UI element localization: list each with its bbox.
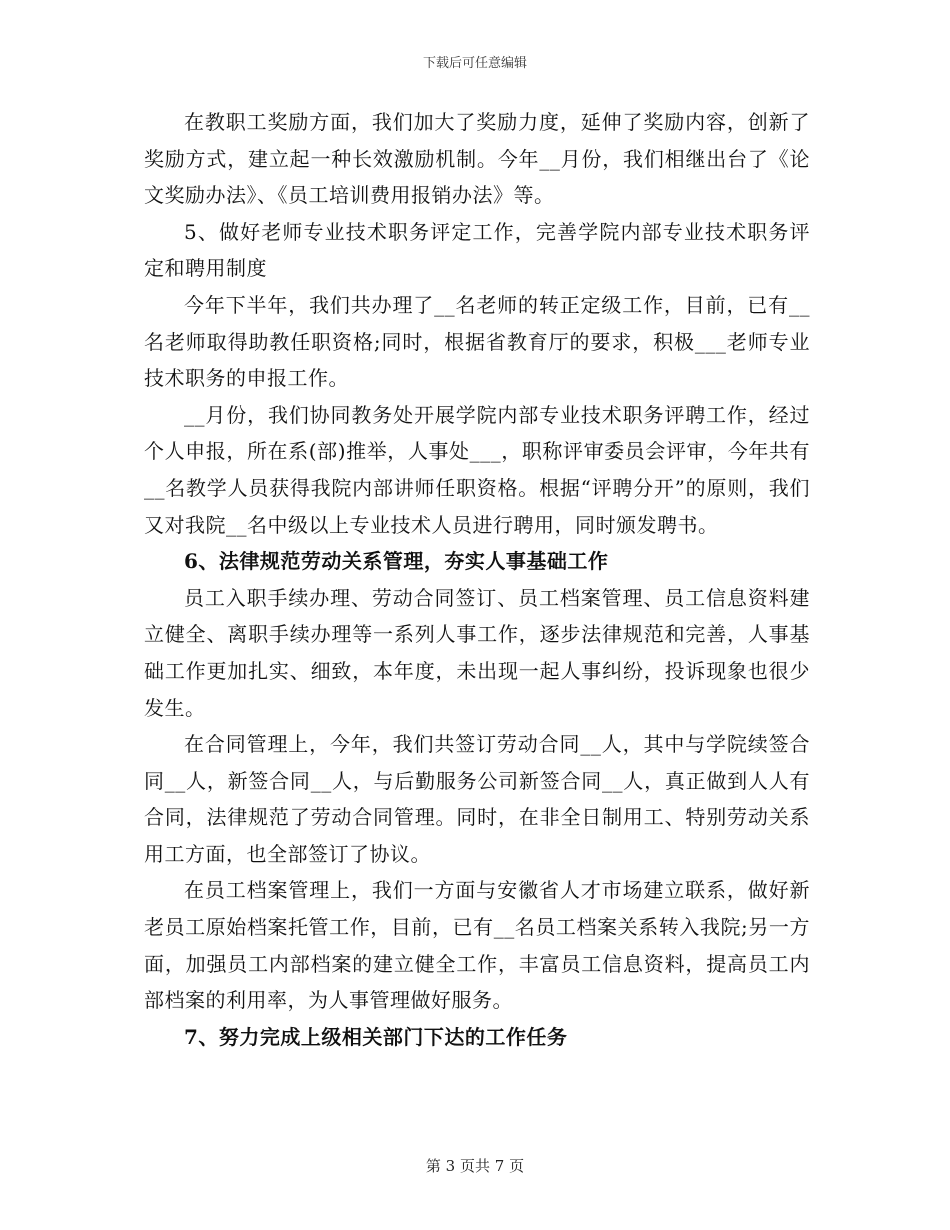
paragraph-hr-basics: 员工入职手续办理、劳动合同签订、员工档案管理、员工信息资料建立健全、离职手续办理等一系列人事工作，逐步法律规范和完善，人事基础工作更加扎实、细致，本年度，未出现一起人事纠纷，投诉现象也很少发生。 — [144, 585, 810, 720]
page-header-note: 下载后可任意编辑 — [422, 56, 527, 71]
page-number: 第 3 页共 7 页 — [425, 1157, 525, 1175]
section-heading-7: 7、努力完成上级相关部门下达的工作任务 — [184, 1024, 568, 1049]
section-heading-6: 6、法律规范劳动关系管理，夯实人事基础工作 — [184, 549, 609, 574]
document-body — [144, 104, 810, 1055]
section-heading-5: 5、做好老师专业技术职务评定工作，完善学院内部专业技术职务评定和聘用制度 — [144, 219, 810, 281]
paragraph-contract-management: 在合同管理上，今年，我们共签订劳动合同__人，其中与学院续签合同__人，新签合同__人，与后勤服务公司新签合同__人，真正做到人人有合同，法律规范了劳动合同管理。同时，在非全日制用工、特别劳动关系用工方面，也全部签订了协议。 — [144, 732, 810, 866]
paragraph-staff-rewards: 在教职工奖励方面，我们加大了奖励力度，延伸了奖励内容，创新了奖励方式，建立起一种长效激励机制。今年__月份，我们相继出台了《论文奖励办法》、《员工培训费用报销办法》等。 — [144, 110, 810, 208]
paragraph-archive-management: 在员工档案管理上，我们一方面与安徽省人才市场建立联系，做好新老员工原始档案托管工作，目前，已有__名员工档案关系转入我院;另一方面，加强员工内部档案的建立健全工作，丰富员工信息资料，提高员工内部档案的利用率，为人事管理做好服务。 — [144, 878, 810, 1013]
paragraph-teacher-qualification: 今年下半年，我们共办理了__名老师的转正定级工作，目前，已有__名老师取得助教任职资格;同时，根据省教育厅的要求，积极___老师专业技术职务的申报工作。 — [144, 292, 810, 391]
paragraph-internal-appointment: __月份，我们协同教务处开展学院内部专业技术职务评聘工作，经过个人申报，所在系(部)推举，人事处___，职称评审委员会评审，今年共有__名教学人员获得我院内部讲师任职资格。根据“评聘分开”的原则，我们又对我院__名中级以上专业技术人员进行聘用，同时颁发聘书。 — [144, 402, 810, 537]
